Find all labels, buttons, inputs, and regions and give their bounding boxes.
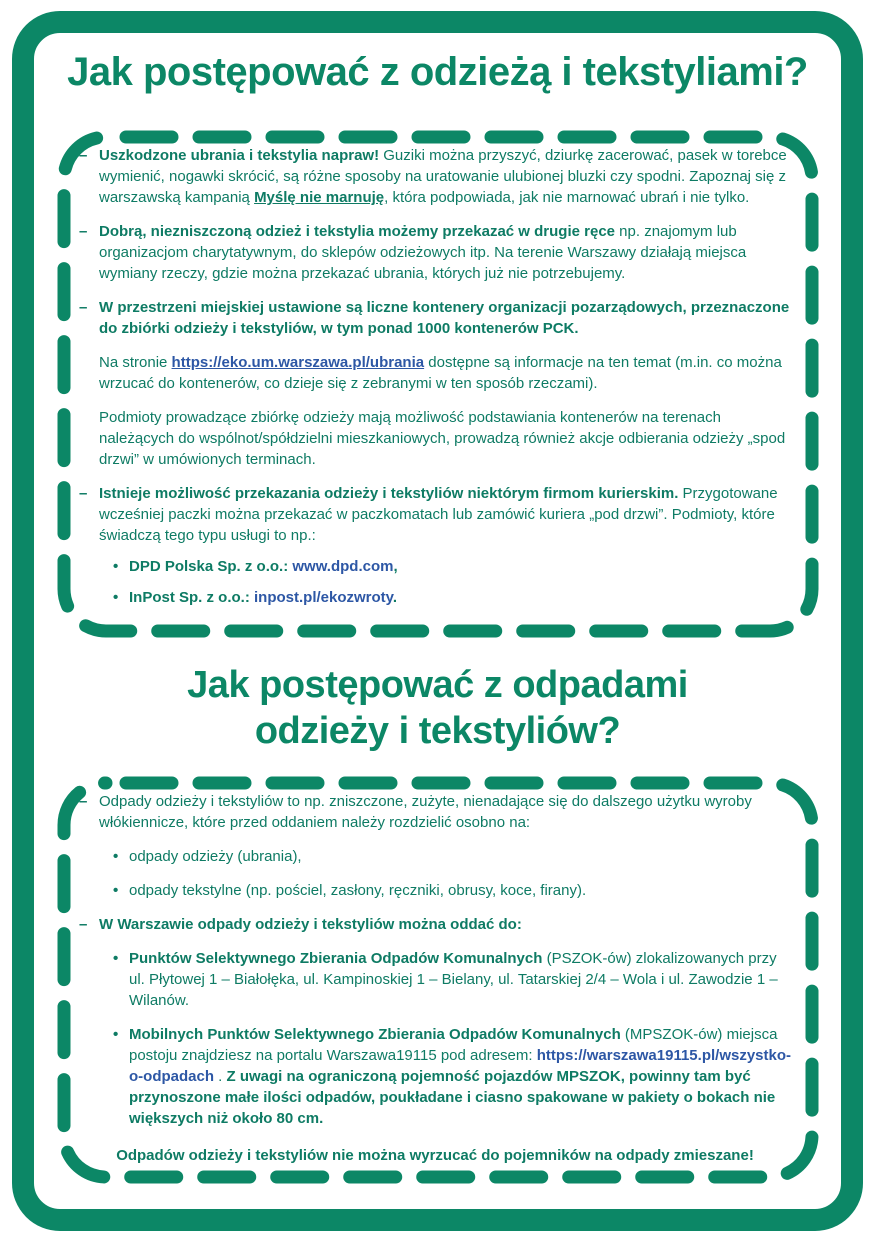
list-item-mpszok [113,1024,791,1129]
paragraph-repair [99,145,791,208]
closing-warning: Odpadów odzieży i tekstyliów nie można wyrzucać do pojemników na odpady zmieszane! [116,1147,754,1164]
bold-note: Z uwagi na ograniczoną pojemność pojazdów MPSZOK, powinny tam być przynoszone małe ilości odpadów, poukładane i ciasno spakowane w pakiety o bokach nie większych niż około 80 cm. [129,1068,776,1127]
bullet-icon: • [113,589,119,606]
panel-clothing-content [79,145,791,608]
body-text: Na stronie [99,354,172,371]
body-text: Guziki można przyszyć, dziurkę zacerować, pasek w torebce wymienić, nogawki skrócić, są różne sposoby na uratowanie ulubionej bluzki czy spodni. Zapoznaj się z warszawską kampanią [99,147,787,206]
lead-bold: Istnieje możliwość przekazania odzieży i tekstyliów niektórym firmom kurierskim. [99,485,679,502]
paragraph-clothing-waste [129,846,302,867]
lead-bold: Uszkodzone ubrania i tekstylia napraw! [99,147,380,164]
paragraph-textile-waste [129,880,586,901]
body-text: odpady odzieży (ubrania), [129,848,302,865]
warszawa19115-link[interactable]: https://warszawa19115.pl/wszystko-o-odpadach [129,1047,792,1085]
list-item-textile-waste [113,880,791,901]
paragraph-pszok [129,948,791,1011]
dash-icon: – [79,223,88,240]
dash-icon: – [79,147,88,164]
lead-bold: Dobrą, niezniszczoną odzież i tekstylia możemy przekazać w drugie ręce [99,223,616,240]
paragraph-dpd [129,556,398,577]
dash-icon: – [79,916,88,933]
list-item-waste-definition [79,791,791,833]
body-text: . [214,1068,227,1085]
list-item-dpd [113,556,791,577]
dash-icon: – [79,793,88,810]
lead-bold: DPD Polska Sp. z o.o.: [129,558,293,575]
bullet-icon: • [113,950,119,967]
lead-bold: W Warszawie odpady odzieży i tekstyliów można oddać do: [99,916,522,933]
heading-textile-waste [0,662,875,754]
body-text: Odpady odzieży i tekstyliów to np. zniszczone, zużyte, nienadające się do dalszego użytku wyroby włókiennicze, które przed oddaniem należy rozdzielić osobno na: [99,793,752,831]
lead-bold: InPost Sp. z o.o.: [129,589,254,606]
list-item-donate [79,221,791,284]
bullet-icon: • [113,1026,119,1043]
body-text: . [392,589,398,606]
heading-clothing-textiles: Jak postępować z odzieżą i tekstyliami? [67,50,808,94]
sub-paragraph-website [99,352,791,394]
paragraph-inpost [129,587,397,608]
eko-warszawa-link[interactable]: https://eko.um.warszawa.pl/ubrania [171,354,425,371]
bullet-icon: • [113,882,119,899]
list-item-couriers [79,483,791,546]
list-item-where-to-return [79,914,791,935]
heading-line: odzieży i tekstyliów? [254,710,621,752]
paragraph-containers [99,297,791,339]
paragraph-mpszok [129,1024,791,1129]
panel-waste [55,774,821,1186]
list-item-pszok [113,948,791,1011]
lead-bold: Mobilnych Punktów Selektywnego Zbierania Odpadów Komunalnych [129,1026,621,1043]
panel-clothing [55,128,821,640]
lead-bold: Punktów Selektywnego Zbierania Odpadów Komunalnych [129,950,543,967]
dash-icon: – [79,485,88,502]
dash-icon: – [79,299,88,316]
body-text: np. znajomym lub organizacjom charytatywnym, do sklepów odzieżowych itp. Na terenie Warszawy działają miejsca wymiany rzeczy, gdzie można przekazać ubrania, których już nie potrzebujemy. [99,223,747,282]
list-item-inpost [113,587,791,608]
body-text: , która podpowiada, jak nie marnować ubrań i nie tylko. [384,189,750,206]
body-text: Przygotowane wcześniej paczki można przekazać w paczkomatach lub zamówić kuriera „pod drzwi”. Podmioty, które świadczą tego typu usługi to np.: [99,485,778,544]
body-text: (PSZOK-ów) zlokalizowanych przy ul. Płytowej 1 – Białołęka, ul. Kampinoskiej 1 – Bielany, ul. Tatarskiej 2/4 – Wola i ul. Zawodzie 1 – Wilanów. [129,950,778,1009]
panel-waste-content [79,791,791,1166]
bullet-icon: • [113,558,119,575]
inpost-link[interactable]: inpost.pl/ekozwroty [254,589,393,606]
paragraph-entities [99,407,791,470]
lead-bold: W przestrzeni miejskiej ustawione są liczne kontenery organizacji pozarządowych, przeznaczone do zbiórki odzieży i tekstyliów, w tym ponad 1000 kontenerów PCK. [99,299,790,337]
sub-paragraph-entities [99,407,791,470]
paragraph-where-to-return [99,914,522,935]
body-text: (MPSZOK-ów) miejsca postoju znajdziesz na portalu Warszawa19115 pod adresem: [129,1026,778,1064]
body-text: odpady tekstylne (np. pościel, zasłony, ręczniki, obrusy, koce, firany). [129,882,587,899]
body-text: dostępne są informacje na ten temat (m.in. co można wrzucać do kontenerów, co dzieje się z zebranymi w ten sposób rzeczami). [99,354,782,392]
list-item-repair [79,145,791,208]
paragraph-website [99,352,791,394]
list-item-clothing-waste [113,846,791,867]
paragraph-waste-definition [99,791,791,833]
dpd-link[interactable]: www.dpd.com [292,558,394,575]
list-item-containers [79,297,791,339]
body-text: Podmioty prowadzące zbiórkę odzieży mają możliwość podstawiania kontenerów na terenach należących do wspólnot/spółdzielni mieszkaniowych, prowadzą również akcje odbierania odzieży „spod drzwi” w umówionych terminach. [99,409,786,468]
paragraph-couriers [99,483,791,546]
mysle-nie-marnuje-link[interactable]: Myślę nie marnuję [254,189,385,206]
paragraph-donate [99,221,791,284]
heading-line: Jak postępować z odpadami [187,664,688,706]
body-text: , [393,558,398,575]
bullet-icon: • [113,848,119,865]
